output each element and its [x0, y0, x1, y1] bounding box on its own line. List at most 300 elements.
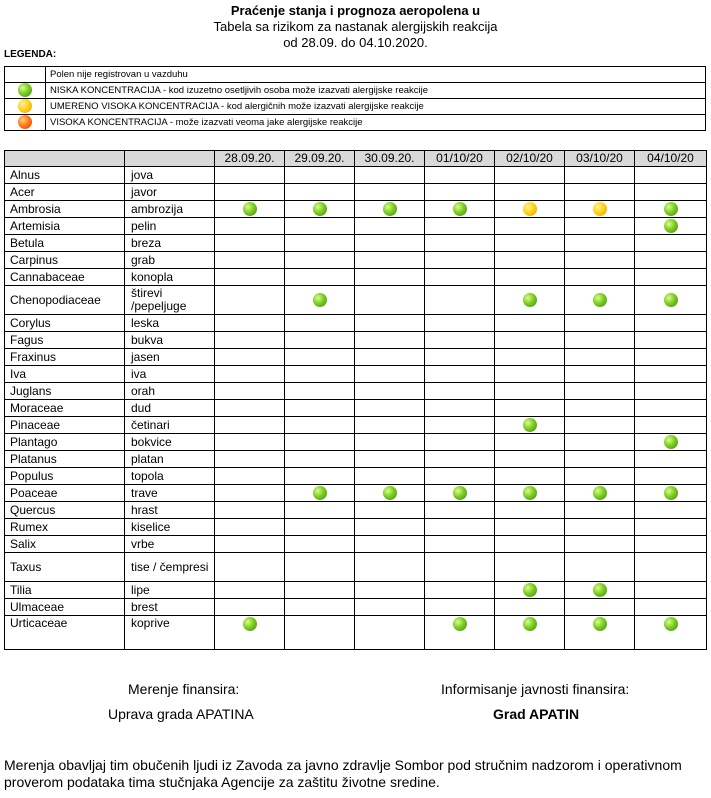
concentration-cell [565, 332, 635, 349]
latin-name: Salix [5, 536, 125, 553]
concentration-cell [495, 400, 565, 417]
concentration-cell [495, 315, 565, 332]
concentration-cell [565, 599, 635, 616]
green-dot-icon [593, 293, 607, 307]
local-name: bukva [125, 332, 215, 349]
concentration-cell [285, 417, 355, 434]
legend-icon-cell [5, 99, 46, 115]
concentration-cell [285, 553, 355, 582]
funding-left-value: Uprava grada APATINA [108, 706, 254, 722]
concentration-cell [215, 269, 285, 286]
concentration-cell [215, 167, 285, 184]
local-name: kiselice [125, 519, 215, 536]
concentration-cell [355, 582, 425, 599]
concentration-cell [355, 315, 425, 332]
concentration-cell [565, 383, 635, 400]
green-dot-icon [664, 435, 678, 449]
local-name: javor [125, 184, 215, 201]
concentration-cell [635, 269, 707, 286]
latin-name: Artemisia [5, 218, 125, 235]
concentration-cell [425, 366, 495, 383]
concentration-cell [565, 349, 635, 366]
concentration-cell [495, 417, 565, 434]
concentration-cell [285, 582, 355, 599]
concentration-cell [215, 383, 285, 400]
concentration-cell [495, 434, 565, 451]
concentration-cell [425, 485, 495, 502]
concentration-cell [495, 599, 565, 616]
concentration-cell [215, 519, 285, 536]
concentration-cell [215, 235, 285, 252]
concentration-cell [425, 218, 495, 235]
concentration-cell [215, 218, 285, 235]
yellow-dot-icon [523, 202, 537, 216]
green-dot-icon [383, 202, 397, 216]
concentration-cell [355, 184, 425, 201]
concentration-cell [215, 451, 285, 468]
concentration-cell [635, 286, 707, 315]
green-dot-icon [664, 219, 678, 233]
concentration-cell [215, 417, 285, 434]
concentration-cell [635, 218, 707, 235]
latin-name: Platanus [5, 451, 125, 468]
concentration-cell [565, 269, 635, 286]
concentration-cell [215, 468, 285, 485]
concentration-cell [285, 366, 355, 383]
concentration-cell [635, 553, 707, 582]
concentration-cell [495, 218, 565, 235]
concentration-cell [635, 201, 707, 218]
concentration-cell [355, 599, 425, 616]
concentration-cell [565, 286, 635, 315]
concentration-cell [285, 315, 355, 332]
concentration-cell [565, 201, 635, 218]
green-dot-icon [664, 293, 678, 307]
concentration-cell [495, 332, 565, 349]
concentration-cell [565, 519, 635, 536]
local-name: leska [125, 315, 215, 332]
concentration-cell [635, 366, 707, 383]
local-name: četinari [125, 417, 215, 434]
table-header-row [5, 151, 707, 167]
concentration-cell [215, 616, 285, 650]
concentration-cell [285, 235, 355, 252]
legend-label: Polen nije registrovan u vazduhu [46, 67, 706, 83]
concentration-cell [355, 332, 425, 349]
concentration-cell [495, 383, 565, 400]
concentration-cell [565, 167, 635, 184]
green-dot-icon [243, 202, 257, 216]
concentration-cell [215, 286, 285, 315]
funding-right-value: Grad APATIN [493, 706, 580, 722]
concentration-cell [425, 582, 495, 599]
concentration-cell [635, 468, 707, 485]
concentration-cell [355, 451, 425, 468]
concentration-cell [215, 553, 285, 582]
concentration-cell [425, 536, 495, 553]
concentration-cell [495, 485, 565, 502]
concentration-cell [565, 536, 635, 553]
concentration-cell [355, 502, 425, 519]
concentration-cell [565, 434, 635, 451]
concentration-cell [635, 485, 707, 502]
concentration-cell [355, 269, 425, 286]
latin-name: Corylus [5, 315, 125, 332]
green-dot-icon [313, 202, 327, 216]
local-name: lipe [125, 582, 215, 599]
legend-label: NISKA KONCENTRACIJA - kod izuzetno osetljivih osoba može izazvati alergijske reakcije [46, 83, 706, 99]
concentration-cell [565, 417, 635, 434]
concentration-cell [495, 235, 565, 252]
table-row [5, 184, 707, 201]
table-row [5, 599, 707, 616]
legend-label: UMERENO VISOKA KONCENTRACIJA - kod alergičnih može izazvati alergijske reakcije [46, 99, 706, 115]
concentration-cell [565, 315, 635, 332]
concentration-cell [285, 502, 355, 519]
concentration-cell [565, 218, 635, 235]
concentration-cell [355, 235, 425, 252]
table-row [5, 332, 707, 349]
latin-name: Carpinus [5, 252, 125, 269]
concentration-cell [425, 269, 495, 286]
concentration-cell [565, 616, 635, 650]
latin-name: Fraxinus [5, 349, 125, 366]
concentration-cell [495, 519, 565, 536]
header-latin [5, 151, 125, 167]
table-row [5, 400, 707, 417]
header-date: 28.09.20. [215, 151, 285, 167]
local-name: jova [125, 167, 215, 184]
concentration-cell [635, 332, 707, 349]
concentration-cell [285, 252, 355, 269]
concentration-cell [285, 451, 355, 468]
concentration-cell [355, 536, 425, 553]
concentration-cell [215, 184, 285, 201]
concentration-cell [215, 400, 285, 417]
latin-name: Moraceae [5, 400, 125, 417]
table-row [5, 536, 707, 553]
latin-name: Rumex [5, 519, 125, 536]
concentration-cell [635, 235, 707, 252]
concentration-cell [425, 502, 495, 519]
concentration-cell [285, 269, 355, 286]
concentration-cell [495, 468, 565, 485]
latin-name: Plantago [5, 434, 125, 451]
green-dot-icon [664, 486, 678, 500]
concentration-cell [565, 451, 635, 468]
table-row [5, 553, 707, 582]
local-name: ambrozija [125, 201, 215, 218]
concentration-cell [215, 599, 285, 616]
concentration-cell [565, 485, 635, 502]
latin-name: Cannabaceae [5, 269, 125, 286]
local-name: dud [125, 400, 215, 417]
concentration-cell [635, 582, 707, 599]
latin-name: Iva [5, 366, 125, 383]
concentration-cell [285, 167, 355, 184]
concentration-cell [355, 349, 425, 366]
green-dot-icon [243, 617, 257, 631]
header-date: 29.09.20. [285, 151, 355, 167]
local-name: hrast [125, 502, 215, 519]
concentration-cell [565, 468, 635, 485]
latin-name: Acer [5, 184, 125, 201]
green-dot-icon [453, 617, 467, 631]
yellow-dot-icon [18, 99, 32, 113]
local-name: orah [125, 383, 215, 400]
latin-name: Alnus [5, 167, 125, 184]
green-dot-icon [313, 293, 327, 307]
table-row [5, 434, 707, 451]
concentration-cell [285, 383, 355, 400]
concentration-cell [425, 201, 495, 218]
concentration-cell [355, 417, 425, 434]
latin-name: Betula [5, 235, 125, 252]
table-row [5, 167, 707, 184]
concentration-cell [495, 616, 565, 650]
concentration-cell [635, 616, 707, 650]
local-name: platan [125, 451, 215, 468]
header-date: 01/10/20 [425, 151, 495, 167]
concentration-cell [635, 536, 707, 553]
concentration-cell [215, 332, 285, 349]
table-row [5, 502, 707, 519]
legend-icon-cell [5, 67, 46, 83]
concentration-cell [215, 252, 285, 269]
concentration-cell [425, 519, 495, 536]
concentration-cell [635, 451, 707, 468]
concentration-cell [565, 184, 635, 201]
concentration-cell [565, 252, 635, 269]
concentration-cell [355, 485, 425, 502]
table-row [5, 417, 707, 434]
concentration-cell [425, 349, 495, 366]
green-dot-icon [523, 293, 537, 307]
concentration-cell [355, 383, 425, 400]
concentration-cell [425, 599, 495, 616]
concentration-cell [355, 286, 425, 315]
concentration-cell [355, 519, 425, 536]
concentration-cell [565, 366, 635, 383]
local-name: iva [125, 366, 215, 383]
concentration-cell [285, 201, 355, 218]
table-body [5, 167, 707, 650]
concentration-cell [635, 519, 707, 536]
latin-name: Chenopodiaceae [5, 286, 125, 315]
concentration-cell [355, 400, 425, 417]
local-name: bokvice [125, 434, 215, 451]
concentration-cell [565, 502, 635, 519]
concentration-cell [285, 468, 355, 485]
latin-name: Poaceae [5, 485, 125, 502]
green-dot-icon [664, 202, 678, 216]
green-dot-icon [523, 583, 537, 597]
concentration-cell [425, 184, 495, 201]
legend-icon-cell [5, 115, 46, 131]
concentration-cell [425, 252, 495, 269]
concentration-cell [285, 599, 355, 616]
concentration-cell [425, 286, 495, 315]
local-name: tise / čempresi [125, 553, 215, 582]
concentration-cell [635, 400, 707, 417]
legend-label: VISOKA KONCENTRACIJA - može izazvati veoma jake alergijske reakcije [46, 115, 706, 131]
latin-name: Fagus [5, 332, 125, 349]
green-dot-icon [523, 617, 537, 631]
table-row [5, 286, 707, 315]
legend-row-none [5, 67, 706, 83]
yellow-dot-icon [593, 202, 607, 216]
local-name: konopla [125, 269, 215, 286]
green-dot-icon [523, 418, 537, 432]
local-name: brest [125, 599, 215, 616]
table-row [5, 383, 707, 400]
table-row [5, 218, 707, 235]
concentration-cell [635, 315, 707, 332]
legend-icon-cell [5, 83, 46, 99]
legend-title: LEGENDA: [4, 49, 57, 60]
latin-name: Ambrosia [5, 201, 125, 218]
concentration-cell [495, 349, 565, 366]
header-date: 04/10/20 [635, 151, 707, 167]
concentration-cell [565, 553, 635, 582]
concentration-cell [565, 235, 635, 252]
concentration-cell [425, 315, 495, 332]
concentration-cell [355, 366, 425, 383]
concentration-cell [215, 582, 285, 599]
green-dot-icon [18, 83, 32, 97]
table-row [5, 451, 707, 468]
concentration-cell [495, 553, 565, 582]
latin-name: Pinaceae [5, 417, 125, 434]
green-dot-icon [593, 486, 607, 500]
concentration-cell [285, 184, 355, 201]
concentration-cell [635, 349, 707, 366]
concentration-cell [215, 434, 285, 451]
table-row [5, 201, 707, 218]
legend-row-moderate [5, 99, 706, 115]
green-dot-icon [593, 617, 607, 631]
pollen-table [4, 150, 707, 650]
concentration-cell [285, 485, 355, 502]
latin-name: Taxus [5, 553, 125, 582]
header-date: 03/10/20 [565, 151, 635, 167]
local-name: grab [125, 252, 215, 269]
concentration-cell [285, 434, 355, 451]
concentration-cell [635, 434, 707, 451]
green-dot-icon [523, 486, 537, 500]
concentration-cell [565, 582, 635, 599]
concentration-cell [285, 519, 355, 536]
concentration-cell [495, 536, 565, 553]
concentration-cell [285, 218, 355, 235]
concentration-cell [635, 252, 707, 269]
concentration-cell [355, 218, 425, 235]
local-name: štirevi /pepeljuge [125, 286, 215, 315]
page-subtitle: Tabela sa rizikom za nastanak alergijskih reakcija [213, 19, 498, 34]
concentration-cell [215, 502, 285, 519]
concentration-cell [215, 315, 285, 332]
concentration-cell [425, 383, 495, 400]
local-name: trave [125, 485, 215, 502]
local-name: koprive [125, 616, 215, 650]
concentration-cell [355, 553, 425, 582]
latin-name: Urticaceae [5, 616, 125, 650]
concentration-cell [355, 616, 425, 650]
concentration-cell [565, 400, 635, 417]
concentration-cell [495, 366, 565, 383]
concentration-cell [425, 235, 495, 252]
concentration-cell [495, 167, 565, 184]
latin-name: Quercus [5, 502, 125, 519]
concentration-cell [425, 167, 495, 184]
orange-dot-icon [18, 115, 32, 129]
concentration-cell [495, 269, 565, 286]
green-dot-icon [383, 486, 397, 500]
concentration-cell [495, 582, 565, 599]
concentration-cell [355, 201, 425, 218]
green-dot-icon [453, 486, 467, 500]
header-date: 30.09.20. [355, 151, 425, 167]
concentration-cell [285, 536, 355, 553]
concentration-cell [285, 332, 355, 349]
concentration-cell [425, 434, 495, 451]
concentration-cell [635, 502, 707, 519]
legend-row-low [5, 83, 706, 99]
latin-name: Populus [5, 468, 125, 485]
latin-name: Juglans [5, 383, 125, 400]
legend-row-high [5, 115, 706, 131]
local-name: breza [125, 235, 215, 252]
funding-left-label: Merenje finansira: [128, 681, 240, 697]
header-date: 02/10/20 [495, 151, 565, 167]
table-row [5, 235, 707, 252]
concentration-cell [355, 167, 425, 184]
concentration-cell [635, 383, 707, 400]
concentration-cell [285, 616, 355, 650]
concentration-cell [425, 400, 495, 417]
table-row [5, 519, 707, 536]
green-dot-icon [664, 617, 678, 631]
concentration-cell [355, 252, 425, 269]
table-row [5, 366, 707, 383]
table-row [5, 468, 707, 485]
concentration-cell [495, 451, 565, 468]
local-name: topola [125, 468, 215, 485]
concentration-cell [495, 502, 565, 519]
table-row [5, 582, 707, 599]
concentration-cell [425, 616, 495, 650]
concentration-cell [425, 451, 495, 468]
page-title: Praćenje stanja i prognoza aeropolena u [230, 3, 481, 18]
concentration-cell [495, 201, 565, 218]
concentration-cell [215, 366, 285, 383]
table-row [5, 349, 707, 366]
concentration-cell [425, 468, 495, 485]
concentration-cell [285, 286, 355, 315]
legend-table [4, 66, 706, 131]
footer-note: Merenja obavljaj tim obučenih ljudi iz Zavoda za javno zdravlje Sombor pod stručnim nadzorom i operativnom proverom podataka tima stučnjaka Agencije za zaštitu životne sredine. [4, 757, 682, 790]
concentration-cell [215, 201, 285, 218]
latin-name: Ulmaceae [5, 599, 125, 616]
latin-name: Tilia [5, 582, 125, 599]
concentration-cell [215, 485, 285, 502]
green-dot-icon [593, 583, 607, 597]
concentration-cell [635, 599, 707, 616]
concentration-cell [495, 286, 565, 315]
concentration-cell [635, 167, 707, 184]
table-row [5, 315, 707, 332]
local-name: vrbe [125, 536, 215, 553]
